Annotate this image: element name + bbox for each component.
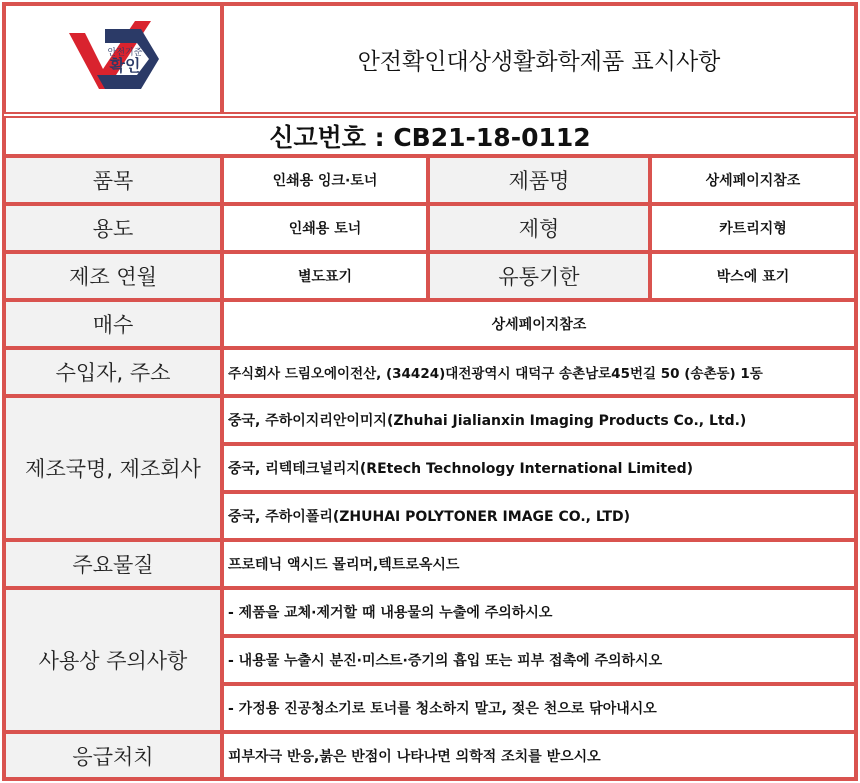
item-label: 품목 <box>4 156 222 204</box>
importer-label: 수입자, 주소 <box>4 348 222 396</box>
count-label: 매수 <box>4 300 222 348</box>
substance-label: 주요물질 <box>4 540 222 588</box>
manufacturer-item: 중국, 주하이폴리(ZHUHAI POLYTONER IMAGE CO., LTD) <box>222 492 856 540</box>
caution-item: - 가정용 진공청소기로 토너를 청소하지 말고, 젖은 천으로 닦아내시오 <box>222 684 856 732</box>
first-aid-label: 응급처치 <box>4 732 222 779</box>
mfg-date-value: 별도표기 <box>222 252 428 300</box>
usage-value: 인쇄용 토너 <box>222 204 428 252</box>
expiry-value: 박스에 표기 <box>650 252 856 300</box>
product-name-label: 제품명 <box>428 156 650 204</box>
substance-value: 프로테닉 액시드 몰리머,텍트로옥시드 <box>222 540 856 588</box>
product-name-value: 상세페이지참조 <box>650 156 856 204</box>
mfg-date-label: 제조 연월 <box>4 252 222 300</box>
count-value: 상세페이지참조 <box>222 300 856 348</box>
caution-item: - 내용물 누출시 분진·미스트·증기의 흡입 또는 피부 접촉에 주의하시오 <box>222 636 856 684</box>
importer-value: 주식회사 드림오에이전산, (34424)대전광역시 대덕구 송촌남로45번길 50 (송촌동) 1동 <box>222 348 856 396</box>
form-label: 제형 <box>428 204 650 252</box>
manufacturer-item: 중국, 리텍테크널리지(REtech Technology International Limited) <box>222 444 856 492</box>
logo-text-main: 확인 <box>109 56 141 75</box>
logo-cell <box>4 4 222 114</box>
caution-label: 사용상 주의사항 <box>4 588 222 732</box>
page-title: 안전확인대상생활화학제품 표시사항 <box>222 4 856 114</box>
expiry-label: 유통기한 <box>428 252 650 300</box>
manufacturer-label: 제조국명, 제조회사 <box>4 396 222 540</box>
safety-check-logo-icon <box>63 19 163 99</box>
usage-label: 용도 <box>4 204 222 252</box>
manufacturer-item: 중국, 주하이지리안이미지(Zhuhai Jialianxin Imaging Products Co., Ltd.) <box>222 396 856 444</box>
logo-text-top: 안전기준 <box>107 48 143 58</box>
item-value: 인쇄용 잉크·토너 <box>222 156 428 204</box>
caution-item: - 제품을 교체·제거할 때 내용물의 누출에 주의하시오 <box>222 588 856 636</box>
report-number: 신고번호 : CB21-18-0112 <box>4 116 856 156</box>
form-value: 카트리지형 <box>650 204 856 252</box>
first-aid-value: 피부자극 반응,붉은 반점이 나타나면 의학적 조치를 받으시오 <box>222 732 856 779</box>
